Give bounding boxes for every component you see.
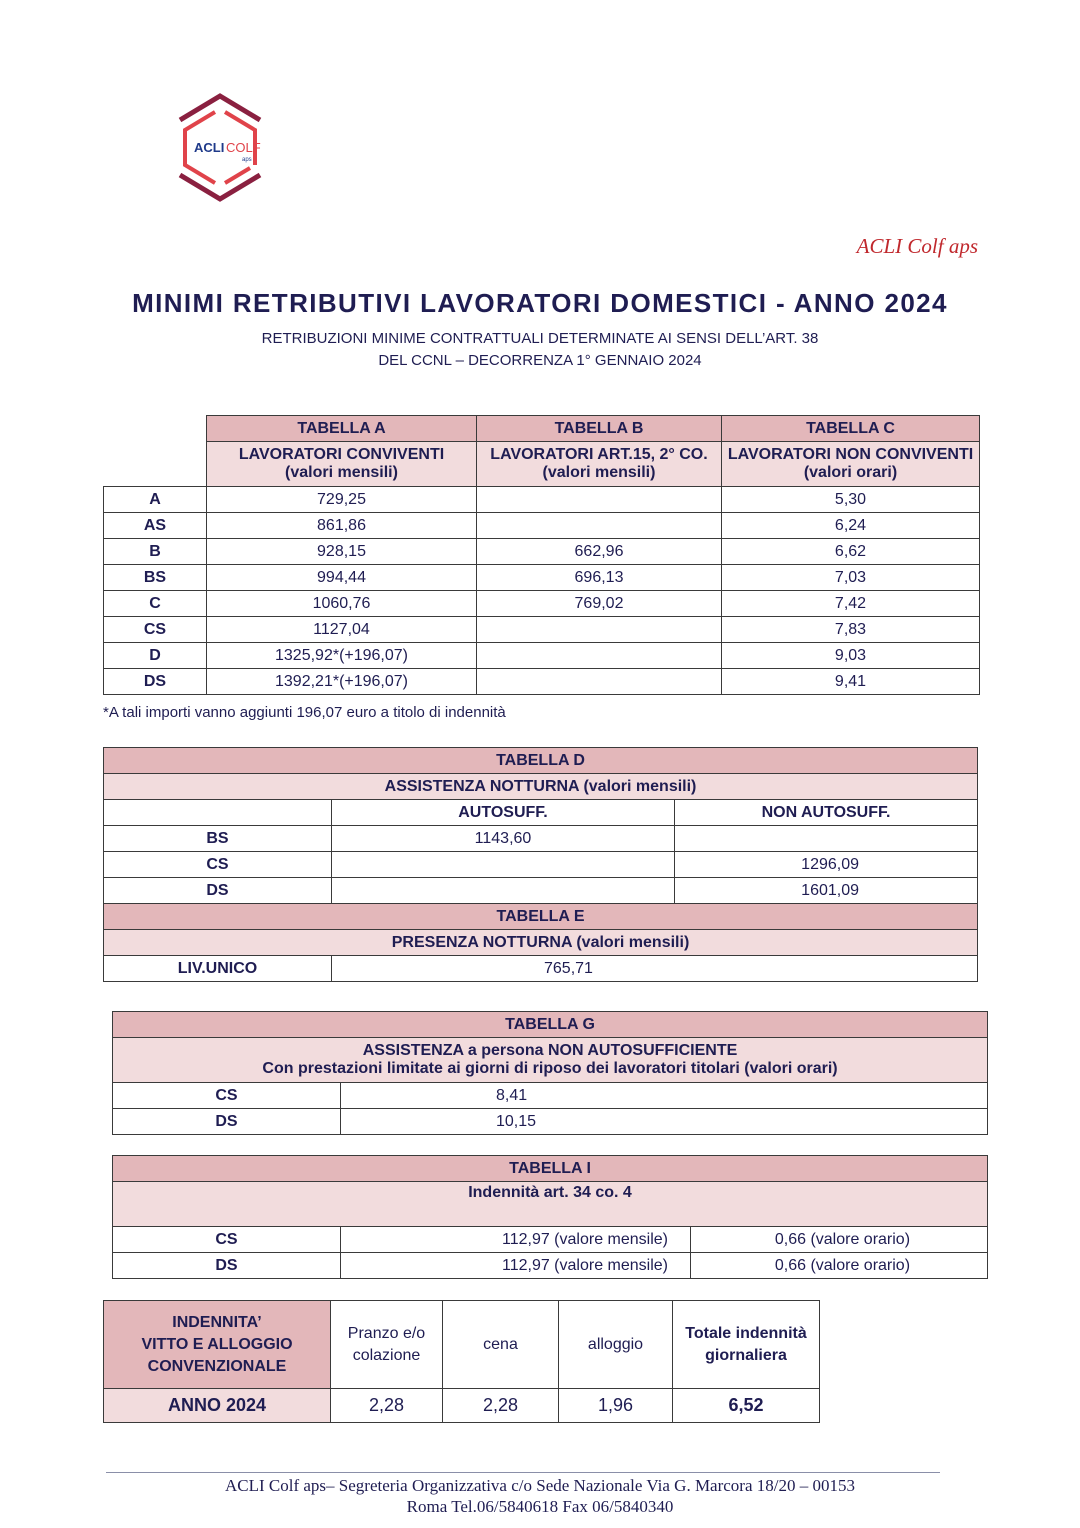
svg-text:COLF: COLF [226, 140, 261, 155]
subheader-tabella-e: PRESENZA NOTTURNA (valori mensili) [104, 930, 978, 956]
header-tabella-a: TABELLA A [207, 416, 477, 442]
footer [0, 1475, 1080, 1517]
table-row: A 729,25 5,30 [104, 487, 980, 513]
empty-corner [104, 416, 207, 442]
col-autosuff: AUTOSUFF. [332, 800, 675, 826]
col-non-autosuff: NON AUTOSUFF. [675, 800, 978, 826]
table-row: AS 861,86 6,24 [104, 513, 980, 539]
col-pranzo: Pranzo e/o colazione [331, 1301, 443, 1389]
header-tabella-g: TABELLA G [113, 1012, 988, 1038]
table-i [112, 1155, 988, 1279]
subheader-tabella-g: ASSISTENZA a persona NON AUTOSUFFICIENTE Con prestazioni limitate ai giorni di riposo dei lavoratori titolari (valori orari) [113, 1038, 988, 1083]
empty-corner [104, 442, 207, 487]
table-row: CS 1296,09 [104, 852, 978, 878]
table-d-e [103, 747, 978, 982]
footer-divider [106, 1472, 940, 1473]
page-subtitle [0, 328, 1080, 372]
subheader-tabella-a: LAVORATORI CONVIVENTI (valori mensili) [207, 442, 477, 487]
table-row: BS 1143,60 [104, 826, 978, 852]
table-vitto-alloggio [103, 1300, 820, 1423]
table-row: ANNO 2024 2,28 2,28 1,96 6,52 [104, 1389, 820, 1423]
table-row: CS 112,97 (valore mensile) 0,66 (valore orario) [113, 1227, 988, 1253]
table-abc [103, 415, 980, 695]
table-row: CS 1127,04 7,83 [104, 617, 980, 643]
col-cena: cena [443, 1301, 559, 1389]
table-g [112, 1011, 988, 1135]
subtitle-line-2: DEL CCNL – DECORRENZA 1° GENNAIO 2024 [378, 352, 702, 369]
header-tabella-d: TABELLA D [104, 748, 978, 774]
table-row: D 1325,92*(+196,07) 9,03 [104, 643, 980, 669]
table-row: B 928,15 662,96 6,62 [104, 539, 980, 565]
svg-text:aps: aps [242, 157, 252, 163]
acli-colf-logo [170, 90, 270, 205]
brand-name: ACLI Colf aps [856, 234, 978, 258]
col-alloggio: alloggio [559, 1301, 673, 1389]
subheader-tabella-i: Indennità art. 34 co. 4 [113, 1182, 988, 1227]
header-tabella-b: TABELLA B [477, 416, 722, 442]
label-indennita-vitto: INDENNITA’ VITTO E ALLOGGIO CONVENZIONALE [104, 1301, 331, 1389]
footnote: *A tali importi vanno aggiunti 196,07 euro a titolo di indennità [103, 704, 506, 721]
table-row: BS 994,44 696,13 7,03 [104, 565, 980, 591]
header-tabella-i: TABELLA I [113, 1156, 988, 1182]
footer-line-2: Roma Tel.06/5840618 Fax 06/5840340 [406, 1497, 674, 1516]
col-totale: Totale indennità giornaliera [673, 1301, 820, 1389]
header-tabella-c: TABELLA C [722, 416, 980, 442]
svg-text:ACLI: ACLI [194, 140, 225, 155]
table-row: CS 8,41 [113, 1083, 988, 1109]
table-row: DS 10,15 [113, 1109, 988, 1135]
subtitle-line-1: RETRIBUZIONI MINIME CONTRATTUALI DETERMINATE AI SENSI DELL’ART. 38 [261, 330, 819, 347]
page-title: MINIMI RETRIBUTIVI LAVORATORI DOMESTICI - ANNO 2024 [132, 288, 948, 318]
table-row: LIV.UNICO 765,71 [104, 956, 978, 982]
subheader-tabella-b: LAVORATORI ART.15, 2° CO. (valori mensili) [477, 442, 722, 487]
hexagon-logo-icon [170, 90, 270, 205]
table-row: DS 112,97 (valore mensile) 0,66 (valore orario) [113, 1253, 988, 1279]
footer-line-1: ACLI Colf aps– Segreteria Organizzativa c/o Sede Nazionale Via G. Marcora 18/20 – 00153 [225, 1476, 855, 1495]
subheader-tabella-d: ASSISTENZA NOTTURNA (valori mensili) [104, 774, 978, 800]
table-row: DS 1392,21*(+196,07) 9,41 [104, 669, 980, 695]
header-tabella-e: TABELLA E [104, 904, 978, 930]
table-row: C 1060,76 769,02 7,42 [104, 591, 980, 617]
table-row: DS 1601,09 [104, 878, 978, 904]
subheader-tabella-c: LAVORATORI NON CONVIVENTI (valori orari) [722, 442, 980, 487]
